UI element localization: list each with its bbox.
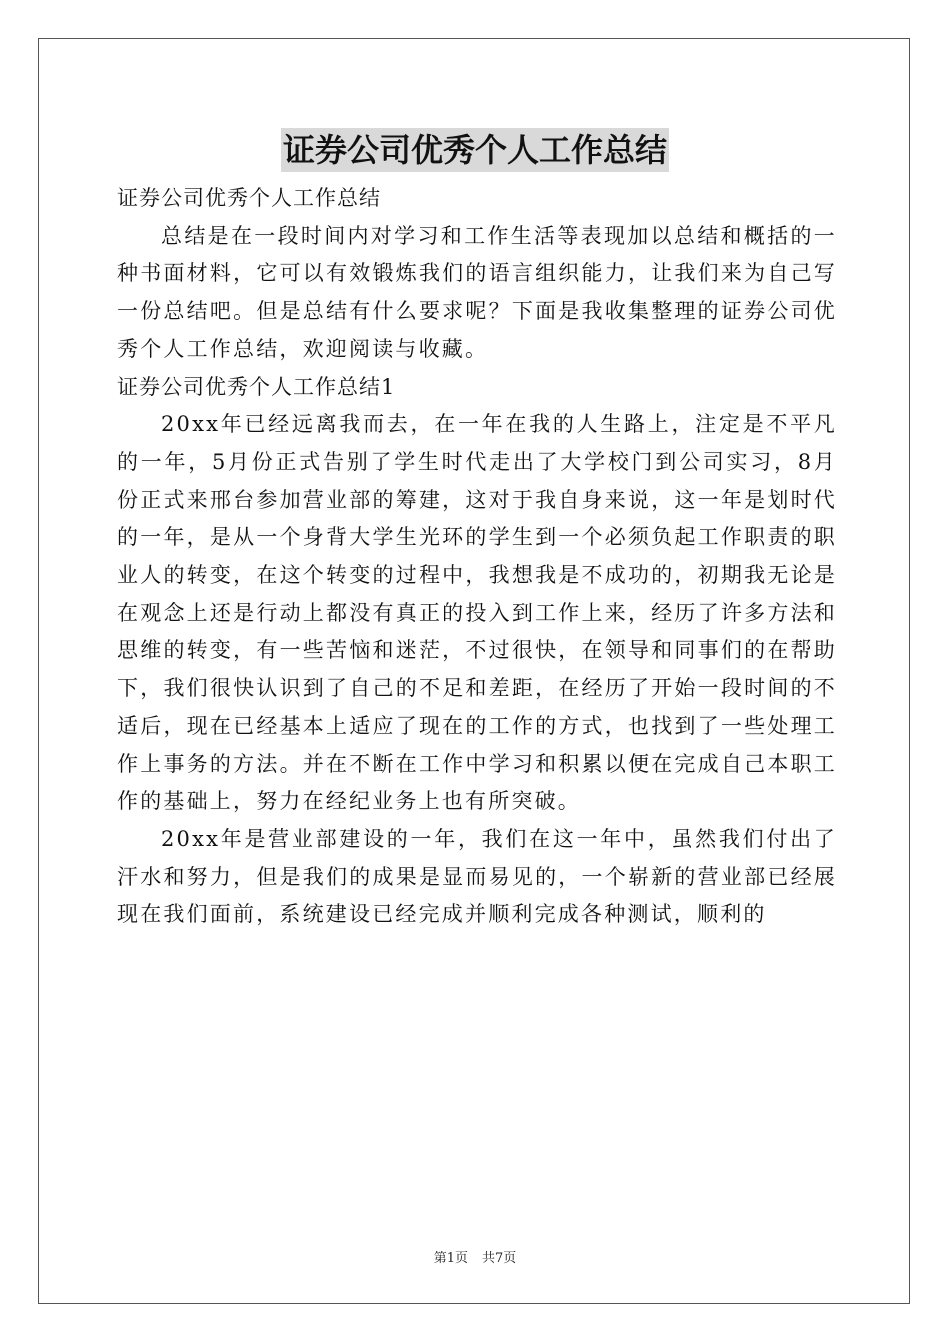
page-title: 证券公司优秀个人工作总结: [281, 128, 669, 172]
body-paragraph-2: 20xx年是营业部建设的一年，我们在这一年中，虽然我们付出了汗水和努力，但是我们的成果是显而易见的，一个崭新的营业部已经展现在我们面前，系统建设已经完成并顺利完成各种测试，顺利的: [117, 826, 837, 927]
subtitle-line: 证券公司优秀个人工作总结: [117, 186, 381, 210]
section-heading: 证券公司优秀个人工作总结1: [117, 374, 396, 399]
page-number: 第1页: [433, 1251, 468, 1266]
title-container: [0, 128, 950, 172]
body-paragraph-1: 20xx年已经远离我而去，在一年在我的人生路上，注定是不平凡的一年，5月份正式告别了学生时代走出了大学校门到公司实习，8月份正式来邢台参加营业部的筹建，这对于我自身来说，这一年是划时代的一年，是从一个身背大学生光环的学生到一个必须负起工作职责的职业人的转变，在这个转变的过程中，我想我是不成功的，初期我无论是在观念上还是行动上都没有真正的投入到工作上来，经历了许多方法和思维的转变，有一些苦恼和迷茫，不过很快，在领导和同事们的在帮助下，我们很快认识到了自己的不足和差距，在经历了开始一段时间的不适后，现在已经基本上适应了现在的工作的方式，也找到了一些处理工作上事务的方法。并在不断在工作中学习和积累以便在完成自己本职工作的基础上，努力在经纪业务上也有所突破。: [117, 412, 837, 814]
page-footer: [0, 1247, 950, 1266]
document-body: [117, 180, 837, 934]
page-total: 共7页: [482, 1251, 517, 1266]
intro-paragraph: 总结是在一段时间内对学习和工作生活等表现加以总结和概括的一种书面材料，它可以有效锻炼我们的语言组织能力，让我们来为自己写一份总结吧。但是总结有什么要求呢？下面是我收集整理的证券公司优秀个人工作总结，欢迎阅读与收藏。: [117, 223, 837, 361]
